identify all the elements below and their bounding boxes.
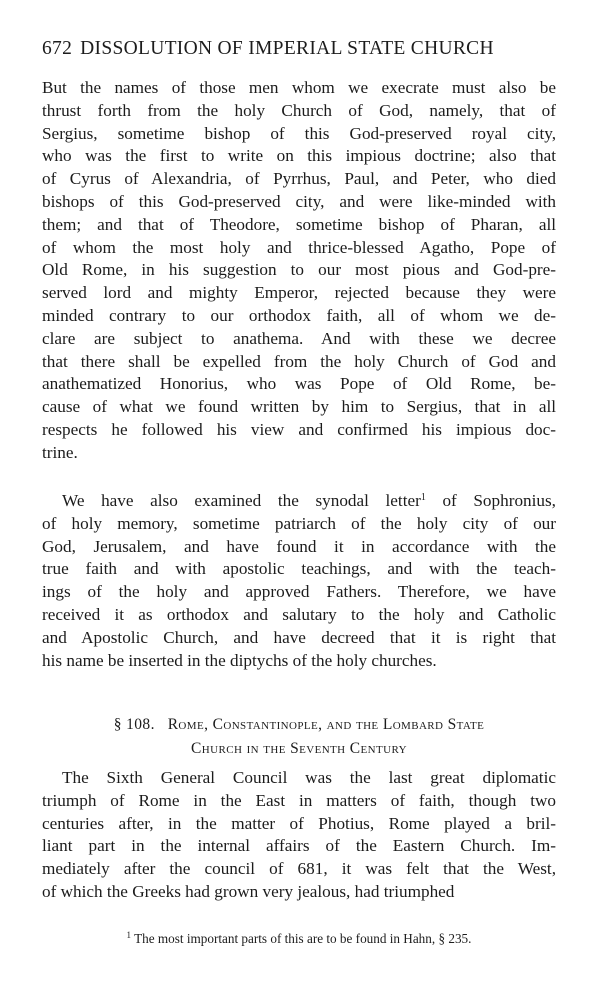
text-line: of whom the most holy and thrice-blessed Agatho, Pope of: [42, 237, 556, 257]
footnote-marker: 1: [126, 930, 132, 940]
text-line: of Cyrus of Alexandria, of Pyrrhus, Paul, and Peter, who died: [42, 169, 556, 189]
text-line: ings of the holy and approved Fathers. Therefore, we have: [42, 582, 556, 602]
text-line: respects he followed his view and confirmed his impious doc-: [42, 419, 556, 439]
text-line: who was the first to write on this impious doctrine; also that: [42, 146, 556, 166]
text-line: trine.: [42, 442, 78, 462]
text-line: Sergius, sometime bishop of this God-preserved royal city,: [42, 123, 556, 143]
paragraph-anathema-names: [42, 77, 556, 465]
footnote: [42, 931, 556, 947]
text-line: of holy memory, sometime patriarch of the holy city of our: [42, 513, 556, 533]
paragraph-sophronius-letter: [42, 490, 556, 672]
text-line: received it as orthodox and salutary to the holy and Catholic: [42, 604, 556, 624]
text-line: cause of what we found written by him to Sergius, that in all: [42, 397, 556, 417]
text-line: centuries after, in the matter of Photius, Rome played a bril-: [42, 813, 556, 833]
section-heading: [42, 713, 556, 761]
text-line: mediately after the council of 681, it was felt that the West,: [42, 859, 556, 879]
section-heading-line-1: [42, 713, 556, 737]
text-line: true faith and with apostolic teachings, and with the teach-: [42, 559, 556, 579]
running-title: DISSOLUTION OF IMPERIAL STATE CHURCH: [80, 38, 494, 59]
text-line: his name be inserted in the diptychs of the holy churches.: [42, 650, 437, 670]
text-line: anathematized Honorius, who was Pope of Old Rome, be-: [42, 374, 556, 394]
section-number: § 108.: [113, 716, 155, 733]
text-line: [42, 490, 556, 513]
text-line: bishops of this God-preserved city, and were like-minded with: [42, 191, 556, 211]
text-line: Old Rome, in his suggestion to our most pious and God-pre-: [42, 260, 556, 280]
text-line: thrust forth from the holy Church of God, namely, that of: [42, 100, 556, 120]
text-line: of which the Greeks had grown very jealous, had triumphed: [42, 881, 455, 901]
footnote-text: The most important parts of this are to be found in Hahn, § 235.: [131, 931, 472, 946]
section-title-line-1: Rome, Constantinople, and the Lombard State: [167, 716, 485, 733]
paragraph-sixth-council: [42, 767, 556, 904]
text-fragment: We have also examined the synodal letter: [62, 491, 421, 510]
footnote-reference[interactable]: 1: [420, 492, 426, 503]
text-line: that there shall be expelled from the holy Church of God and: [42, 351, 556, 371]
text-line: But the names of those men whom we execrate must also be: [42, 78, 556, 97]
text-fragment: of Sophronius,: [425, 491, 556, 510]
section-title-line-2: Church in the Seventh Century: [191, 740, 407, 757]
text-line: liant part in the internal affairs of the Eastern Church. Im-: [42, 836, 556, 856]
text-line: them; and that of Theodore, sometime bishop of Pharan, all: [42, 214, 556, 234]
text-line: minded contrary to our orthodox faith, all of whom we de-: [42, 305, 556, 325]
text-line: triumph of Rome in the East in matters of faith, though two: [42, 790, 556, 810]
text-line: clare are subject to anathema. And with these we decree: [42, 328, 556, 348]
text-line: The Sixth General Council was the last great diplomatic: [62, 768, 556, 787]
page-number: 672: [42, 38, 73, 59]
text-line: and Apostolic Church, and have decreed that it is right that: [42, 627, 556, 647]
text-line: served lord and mighty Emperor, rejected because they were: [42, 283, 556, 303]
running-header: [42, 38, 562, 60]
text-line: God, Jerusalem, and have found it in accordance with the: [42, 536, 556, 556]
